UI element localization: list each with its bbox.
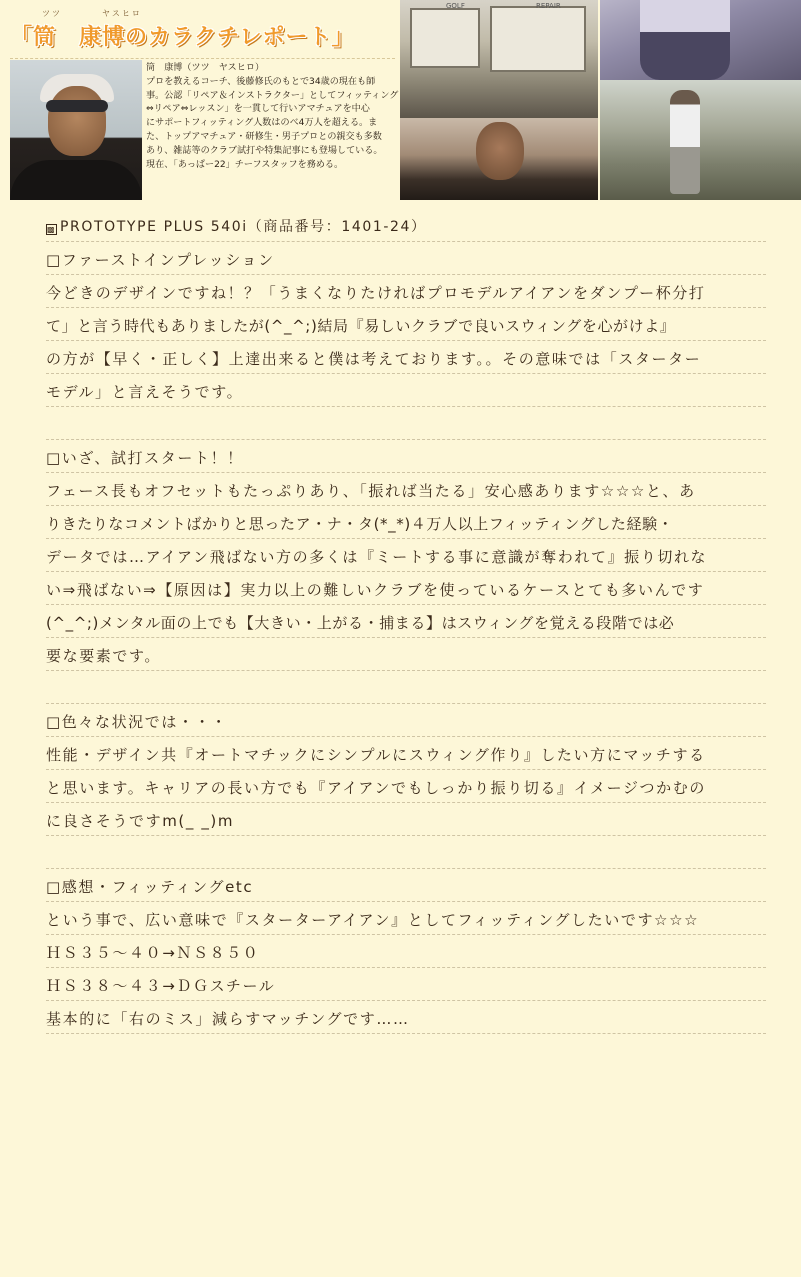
body-line: という事で、広い意味で『スターターアイアン』としてフィッティングしたいです☆☆☆ [46, 905, 766, 935]
shop-sign-golf: GOLF [446, 2, 465, 10]
body-line: と思います。キャリアの長い方でも『アイアンでもしっかり振り切る』イメージつかむの [46, 773, 766, 803]
product-title: PROTOTYPE PLUS 540i（商品番号：1401-24） [60, 219, 427, 235]
bio-line: にサポートフィッティング人数はのべ4万人を超える。ま [146, 118, 378, 129]
bio-line: あり、雑誌等のクラブ試打や特集記事にも登場している。 [146, 145, 383, 156]
body-line: 要な要素です。 [46, 641, 766, 671]
body-line: の方が【早く・正しく】上達出来ると僕は考えております。。その意味では「スターター [46, 344, 766, 374]
shop-sign-repair: REPAIR [536, 2, 561, 10]
body-line: りきたりなコメントばかりと思ったア・ナ・タ(*_*)４万人以上フィッティングした経験・ [46, 509, 766, 539]
body-line: (^_^;)メンタル面の上でも【大きい・上がる・捕まる】はスウィングを覚える段階では必 [46, 608, 766, 638]
bio-line: た、トップアマチュア・研修生・男子プロとの親交も多数 [146, 131, 382, 142]
bio-line: 現在、「あっぱー22」チーフスタッフを務める。 [146, 159, 344, 170]
bio-line: プロを教えるコーチ、後藤修氏のもとで34歳の現在も師 [146, 76, 376, 87]
coach-portrait-photo [10, 60, 142, 200]
body-line: 基本的に「右のミス」減らすマッチングです…… [46, 1004, 766, 1034]
coach-bio [146, 62, 400, 172]
bio-line: 事。公認「リペア＆インストラクター」としてフィッティング [146, 90, 399, 101]
shop-storefront-photo [400, 0, 598, 118]
section-heading: □感想・フィッティングetc [46, 872, 766, 902]
body-line: データでは…アイアン飛ばない方の多くは『ミートする事に意識が奪われて』振り切れな [46, 542, 766, 572]
body-line: て」と言う時代もありましたが(^_^;)結局『易しいクラブで良いスウィングを心がけよ』 [46, 311, 766, 341]
body-line: 性能・デザイン共『オートマチックにシンプルにスウィング作り』したい方にマッチする [46, 740, 766, 770]
title-divider [10, 58, 395, 59]
golfer-swing-photo [600, 80, 801, 200]
spacer-line [46, 674, 766, 704]
bio-name-line: 筒 康博（ツツ ヤスヒロ） [146, 63, 265, 73]
body-line: い⇒飛ばない⇒【原因は】実力以上の難しいクラブを使っているケースとても多いんです [46, 575, 766, 605]
page-title: 「筒 康博のカラクチレポート」 [10, 25, 355, 50]
fitting-session-photo [600, 0, 801, 80]
header [0, 0, 801, 200]
shaft-recommendation-line: ＨＳ３５～４０→ＮＳ８５０ [46, 938, 766, 968]
body-line: に良さそうですm(_ _)m [46, 806, 766, 836]
section-heading: □色々な状況では・・・ [46, 707, 766, 737]
product-title-line [46, 212, 766, 242]
spacer-line [46, 410, 766, 440]
spacer-line [46, 839, 766, 869]
bio-line: ⇔リペア⇔レッスン」を一貫して行いアマチュアを中心 [146, 104, 370, 115]
shaft-recommendation-line: ＨＳ３８～４３→ＤＧスチール [46, 971, 766, 1001]
square-bullet-icon: ▩ [47, 225, 57, 234]
body-line: 今どきのデザインですね！？「うまくなりたければプロモデルアイアンをダンプー杯分打 [46, 278, 766, 308]
title-block [10, 8, 395, 56]
body-line: フェース長もオフセットもたっぷりあり、「振れば当たる」安心感あります☆☆☆と、あ [46, 476, 766, 506]
section-heading: □ファーストインプレッション [46, 245, 766, 275]
section-heading: □いざ、試打スタート！！ [46, 443, 766, 473]
ruby-surname: ツツ [42, 9, 62, 18]
report-body [46, 212, 766, 1037]
body-line: モデル」と言えそうです。 [46, 377, 766, 407]
coach-closeup-photo [400, 118, 598, 200]
ruby-given-name: ヤスヒロ [102, 9, 142, 18]
